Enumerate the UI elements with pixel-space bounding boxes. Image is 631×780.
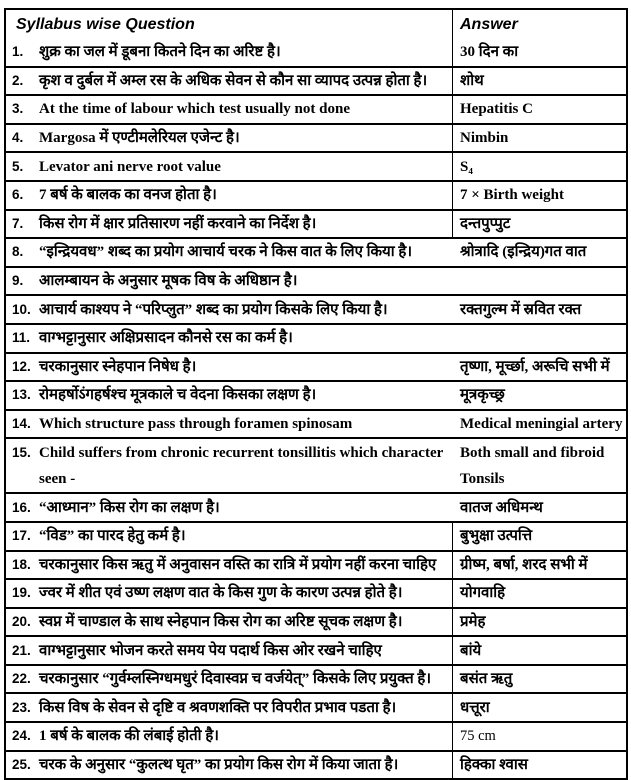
- question-cell: [6, 439, 453, 492]
- table-row: [6, 94, 626, 123]
- question-cell: [6, 552, 453, 579]
- question-cell: [6, 494, 453, 521]
- table-row: [6, 578, 626, 607]
- table-row: [6, 380, 626, 409]
- question-cell: [6, 211, 453, 238]
- table-row: [6, 492, 626, 521]
- question-cell: [6, 354, 453, 381]
- question-cell: [6, 382, 453, 409]
- table-row: [6, 180, 626, 209]
- row-number: 23.: [12, 699, 31, 715]
- question-cell: [6, 68, 453, 95]
- question-text: Child suffers from chronic recurrent tonsillitis which character seen -: [39, 445, 443, 488]
- row-number: 9.: [12, 273, 24, 289]
- answer-column-header: Answer: [460, 15, 518, 33]
- question-text: Margosa में एण्टीमलेरियल एजेन्ट है।: [39, 130, 240, 147]
- question-cell: [6, 39, 453, 66]
- question-text: “आध्मान” किस रोग का लक्षण है।: [39, 499, 220, 516]
- answer-cell: [453, 694, 626, 721]
- question-text: At the time of labour which test usually not done: [39, 101, 350, 118]
- answer-cell: [453, 523, 626, 550]
- question-cell: [6, 637, 453, 664]
- question-text: कृश व दुर्बल में अम्ल रस के अधिक सेवन से कौन सा व्यापद उत्पन्न होता है।: [39, 72, 428, 89]
- answer-text: योगवाहि: [460, 585, 506, 602]
- question-text: 1 बर्ष के बालक की लंबाई होती है।: [39, 728, 219, 745]
- answer-cell: [453, 354, 626, 381]
- qa-table: [4, 8, 628, 780]
- row-number: 11.: [12, 330, 31, 346]
- question-cell: [6, 752, 453, 779]
- table-row: [6, 750, 626, 779]
- row-number: 8.: [12, 244, 24, 260]
- answer-cell: [453, 153, 626, 180]
- row-number: 12.: [12, 358, 31, 374]
- table-row: [6, 323, 626, 352]
- row-number: 1.: [12, 44, 24, 60]
- question-text: वाग्भट्टानुसार अक्षिप्रसादन कौनसे रस का कर्म है।: [39, 330, 293, 347]
- question-text: “इन्द्रियवध” शब्द का प्रयोग आचार्य चरक ने किस वात के लिए किया है।: [39, 244, 413, 261]
- row-number: 14.: [12, 416, 31, 432]
- answer-cell: [453, 296, 626, 323]
- question-text: किस विष के सेवन से दृष्टि व श्रवणशक्ति पर विपरीत प्रभाव पडता है।: [39, 699, 397, 716]
- answer-text: वातज अधिमन्थ: [460, 499, 543, 516]
- row-number: 22.: [12, 671, 31, 687]
- question-cell: [6, 296, 453, 323]
- question-cell: [6, 609, 453, 636]
- answer-cell: [453, 182, 626, 209]
- answer-cell: [453, 552, 626, 579]
- table-row: [6, 409, 626, 438]
- row-number: 13.: [12, 387, 31, 403]
- answer-text: हिक्का श्वास: [460, 756, 528, 773]
- row-number: 15.: [12, 445, 31, 461]
- row-number: 4.: [12, 130, 24, 146]
- table-row: [6, 352, 626, 381]
- question-text: आलम्बायन के अनुसार मूषक विष के अधिष्ठान है।: [39, 273, 298, 290]
- row-number: 19.: [12, 585, 31, 601]
- row-number: 21.: [12, 642, 31, 658]
- answer-text: धत्तूरा: [460, 699, 490, 716]
- question-cell: [6, 523, 453, 550]
- question-cell: [6, 325, 453, 352]
- answer-text: दन्तपुप्पुट: [460, 215, 511, 232]
- table-row: [6, 237, 626, 266]
- row-number: 10.: [12, 301, 31, 317]
- answer-cell: [453, 439, 626, 492]
- answer-cell: [453, 580, 626, 607]
- table-row: [6, 66, 626, 95]
- answer-text: श्रोत्रादि (इन्द्रिय)गत वात: [460, 244, 587, 261]
- question-text: वाग्भट्टानुसार भोजन करते समय पेय पदार्थ किस ओर रखने चाहिए: [39, 642, 382, 659]
- question-cell: [6, 723, 453, 750]
- question-text: चरकानुसार किस ऋतु में अनुवासन वस्ति का रात्रि में प्रयोग नहीं करना चाहिए: [39, 556, 437, 573]
- answer-cell: [453, 723, 626, 750]
- answer-text: बुभुक्षा उत्पत्ति: [460, 528, 533, 545]
- question-text: रोमहर्षोऽंगहर्षश्च मूत्रकाले च वेदना किसका लक्षण है।: [39, 387, 317, 404]
- answer-text: मूत्रकृच्छ्र: [460, 387, 505, 404]
- answer-text: S₄: [460, 158, 473, 175]
- row-number: 3.: [12, 101, 24, 117]
- table-row: [6, 521, 626, 550]
- answer-text: बसंत ऋतु: [460, 671, 513, 688]
- table-row: [6, 39, 626, 66]
- question-cell: [6, 96, 453, 123]
- answer-text: रक्तगुल्म में स्रवित रक्त: [460, 301, 582, 318]
- row-number: 17.: [12, 528, 31, 544]
- table-row: [6, 721, 626, 750]
- answer-cell: [453, 752, 626, 779]
- answer-cell: [453, 411, 626, 438]
- question-text: किस रोग में क्षार प्रतिसारण नहीं करवाने का निर्देश है।: [39, 215, 317, 232]
- table-row: [6, 550, 626, 579]
- question-cell: [6, 153, 453, 180]
- row-number: 24.: [12, 728, 31, 744]
- question-text: आचार्य काश्यप ने “परिप्लुत” शब्द का प्रयोग किसके लिए किया है।: [39, 301, 388, 318]
- question-cell: [6, 239, 453, 266]
- answer-text: Both small and fibroid Tonsils: [460, 445, 605, 488]
- row-number: 7.: [12, 215, 24, 231]
- question-text: ज्वर में शीत एवं उष्ण लक्षण वात के किस गुण के कारण उत्पन्न होते है।: [39, 585, 403, 602]
- table-row: [6, 437, 626, 492]
- answer-text: 30 दिन का: [460, 44, 519, 61]
- table-row: [6, 151, 626, 180]
- answer-text: Nimbin: [460, 130, 509, 147]
- answer-cell: [453, 609, 626, 636]
- question-text: 7 बर्ष के बालक का वनज होता है।: [39, 187, 217, 204]
- table-header-row: [6, 10, 626, 39]
- answer-cell: [453, 666, 626, 693]
- answer-text: तृष्णा, मूर्च्छा, अरूचि सभी में: [460, 358, 610, 375]
- row-number: 5.: [12, 158, 24, 174]
- question-text: चरकानुसार “गुर्वम्लस्निग्धमधुरं दिवास्वप्न च वर्जयेत्” किसके लिए प्रयुक्त है।: [39, 671, 432, 688]
- question-cell: [6, 694, 453, 721]
- question-cell: [6, 580, 453, 607]
- table-row: [6, 607, 626, 636]
- table-row: [6, 266, 626, 295]
- question-cell: [6, 125, 453, 152]
- row-number: 20.: [12, 613, 31, 629]
- answer-cell: [453, 96, 626, 123]
- row-number: 18.: [12, 556, 31, 572]
- table-row: [6, 635, 626, 664]
- row-number: 16.: [12, 499, 31, 515]
- question-cell: [6, 182, 453, 209]
- row-number: 2.: [12, 72, 24, 88]
- table-row: [6, 294, 626, 323]
- question-cell: [6, 666, 453, 693]
- question-text: चरक के अनुसार “कुलत्थ घृत” का प्रयोग किस रोग में किया जाता है।: [39, 756, 399, 773]
- row-number: 25.: [12, 756, 31, 772]
- answer-text: प्रमेह: [460, 613, 486, 630]
- row-number: 6.: [12, 187, 24, 203]
- table-row: [6, 692, 626, 721]
- answer-cell: [453, 637, 626, 664]
- answer-text: 7 × Birth weight: [460, 187, 564, 204]
- table-row: [6, 664, 626, 693]
- answer-cell: [453, 68, 626, 95]
- answer-cell: [453, 494, 626, 521]
- question-text: Which structure pass through foramen spinosam: [39, 416, 353, 433]
- question-cell: [6, 268, 453, 295]
- question-text: शुक्र का जल में डूबना कितने दिन का अरिष्ट है।: [39, 44, 281, 61]
- answer-text: Medical meningial artery: [460, 416, 623, 433]
- answer-text: ग्रीष्म, बर्षा, शरद सभी में: [460, 556, 588, 573]
- table-row: [6, 123, 626, 152]
- answer-cell: [453, 268, 626, 295]
- answer-text: शोथ: [460, 72, 484, 89]
- answer-text: बांये: [460, 642, 482, 659]
- answer-text: 75 cm: [460, 728, 496, 745]
- question-cell: [6, 411, 453, 438]
- question-column-header: Syllabus wise Question: [6, 10, 453, 39]
- question-text: “विड” का पारद हेतु कर्म है।: [39, 528, 186, 545]
- question-text: स्वप्न में चाण्डाल के साथ स्नेहपान किस रोग का अरिष्ट सूचक लक्षण है।: [39, 613, 403, 630]
- answer-cell: [453, 39, 626, 66]
- answer-cell: [453, 211, 626, 238]
- answer-cell: [453, 382, 626, 409]
- answer-cell: [453, 239, 626, 266]
- answer-cell: [453, 325, 626, 352]
- answer-text: Hepatitis C: [460, 101, 533, 118]
- table-row: [6, 209, 626, 238]
- question-text: चरकानुसार स्नेहपान निषेध है।: [39, 358, 197, 375]
- answer-cell: [453, 125, 626, 152]
- question-text: Levator ani nerve root value: [39, 158, 221, 175]
